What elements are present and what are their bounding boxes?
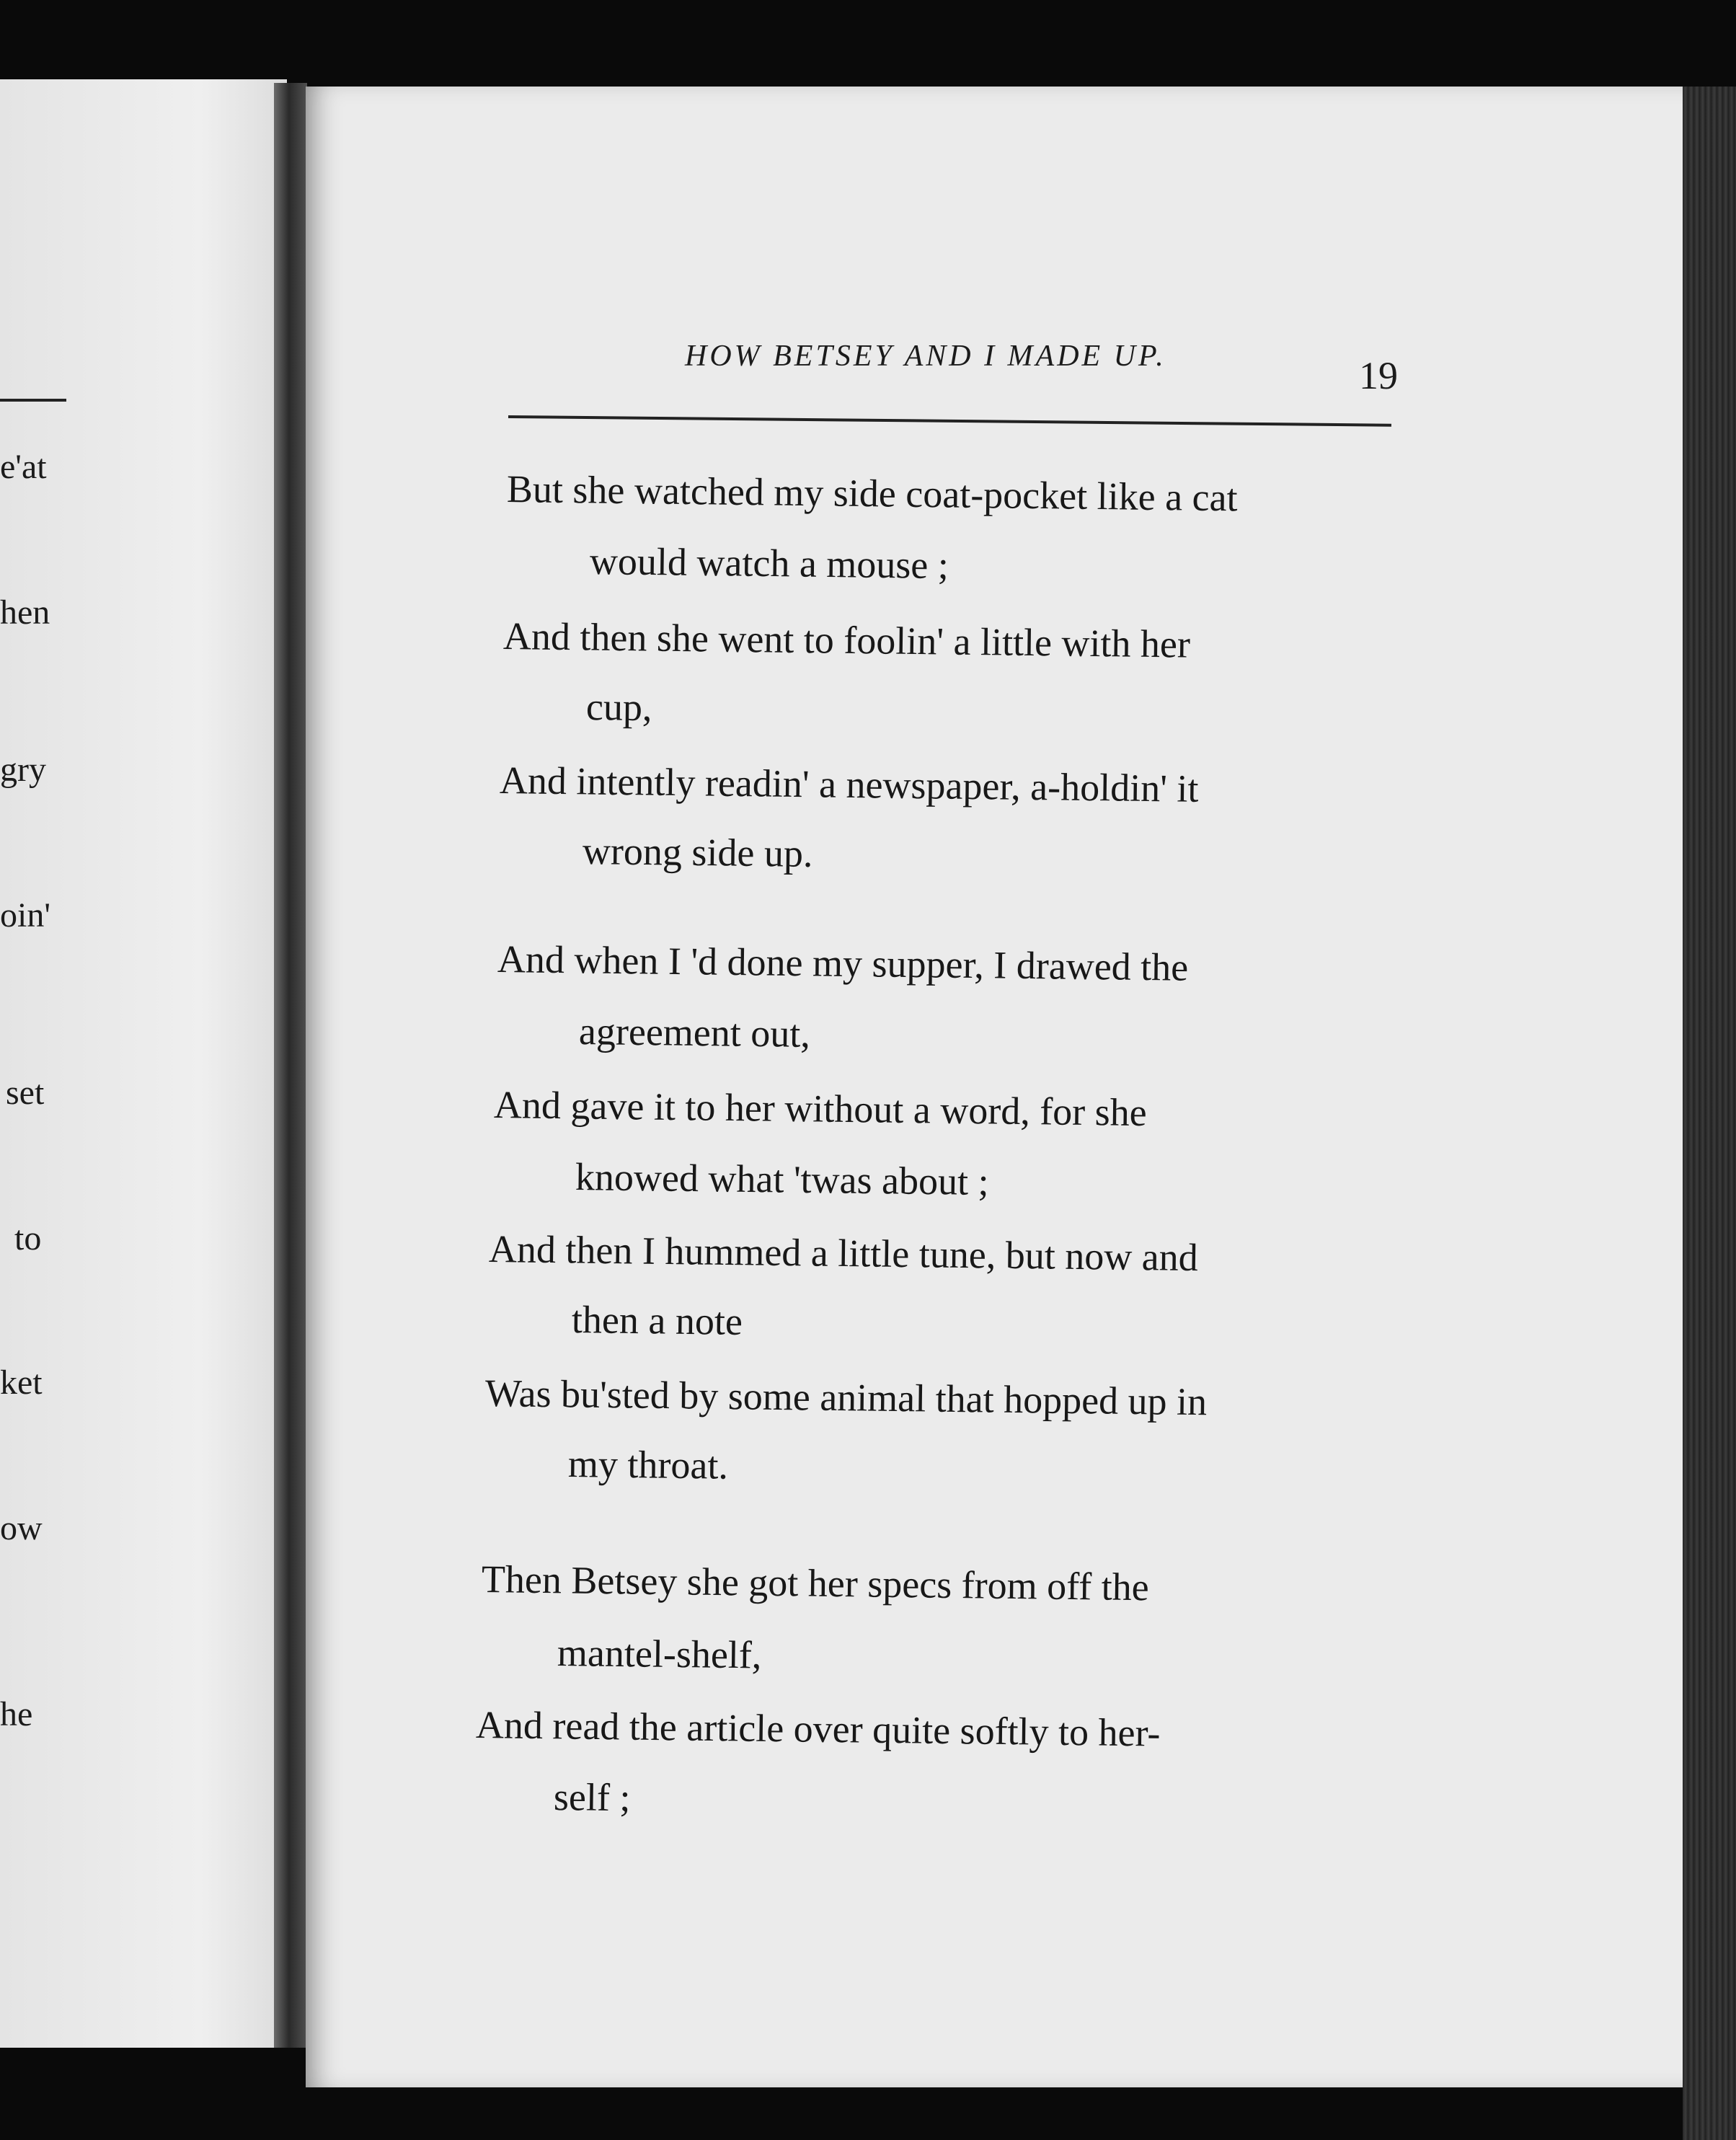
left-page-fragment: he bbox=[0, 1695, 33, 1733]
poem-line: Was bu'sted by some animal that hopped up in bbox=[484, 1371, 1208, 1424]
poem-line: agreement out, bbox=[578, 1009, 811, 1056]
poem-line: Then Betsey she got her specs from off the bbox=[481, 1557, 1150, 1609]
poem-line: And then she went to foolin' a little with her bbox=[502, 614, 1191, 666]
poem-line: And intently readin' a newspaper, a-holdin' it bbox=[499, 759, 1199, 810]
left-page-fragment: e'at bbox=[0, 448, 47, 486]
poem-line: cup, bbox=[585, 685, 652, 730]
poem-line: would watch a mouse ; bbox=[589, 539, 949, 588]
running-head: HOW BETSEY AND I MADE UP. bbox=[685, 340, 1166, 373]
left-page-fragment: ket bbox=[0, 1363, 43, 1402]
book-page-edges bbox=[1683, 87, 1736, 2140]
poem-line: And when I 'd done my supper, I drawed the bbox=[497, 937, 1189, 989]
poem-line: wrong side up. bbox=[582, 829, 813, 875]
poem-line: knowed what 'twas about ; bbox=[575, 1155, 989, 1204]
left-page-fragment: to bbox=[14, 1219, 42, 1257]
poem-line: mantel-shelf, bbox=[557, 1631, 762, 1677]
left-page-fragment: set bbox=[6, 1074, 45, 1112]
left-page-fragment: gry bbox=[0, 751, 46, 789]
poem-line: then a note bbox=[571, 1298, 743, 1343]
poem-line: And read the article over quite softly to her- bbox=[475, 1703, 1161, 1755]
left-page-fragment: hen bbox=[0, 593, 50, 632]
left-page-rule bbox=[0, 399, 66, 402]
book-gutter bbox=[274, 83, 307, 2048]
poem-line: And gave it to her without a word, for she bbox=[493, 1083, 1148, 1135]
left-page-fragment: ow bbox=[0, 1509, 43, 1547]
page-number: 19 bbox=[1359, 354, 1398, 397]
left-page bbox=[0, 79, 287, 2048]
poem-line: And then I hummed a little tune, but now and bbox=[488, 1227, 1199, 1280]
poem-line: my throat. bbox=[567, 1442, 729, 1487]
poem-line: But she watched my side coat-pocket like a cat bbox=[506, 467, 1238, 520]
poem-line: self ; bbox=[553, 1775, 631, 1820]
left-page-fragment: oin' bbox=[0, 896, 50, 934]
